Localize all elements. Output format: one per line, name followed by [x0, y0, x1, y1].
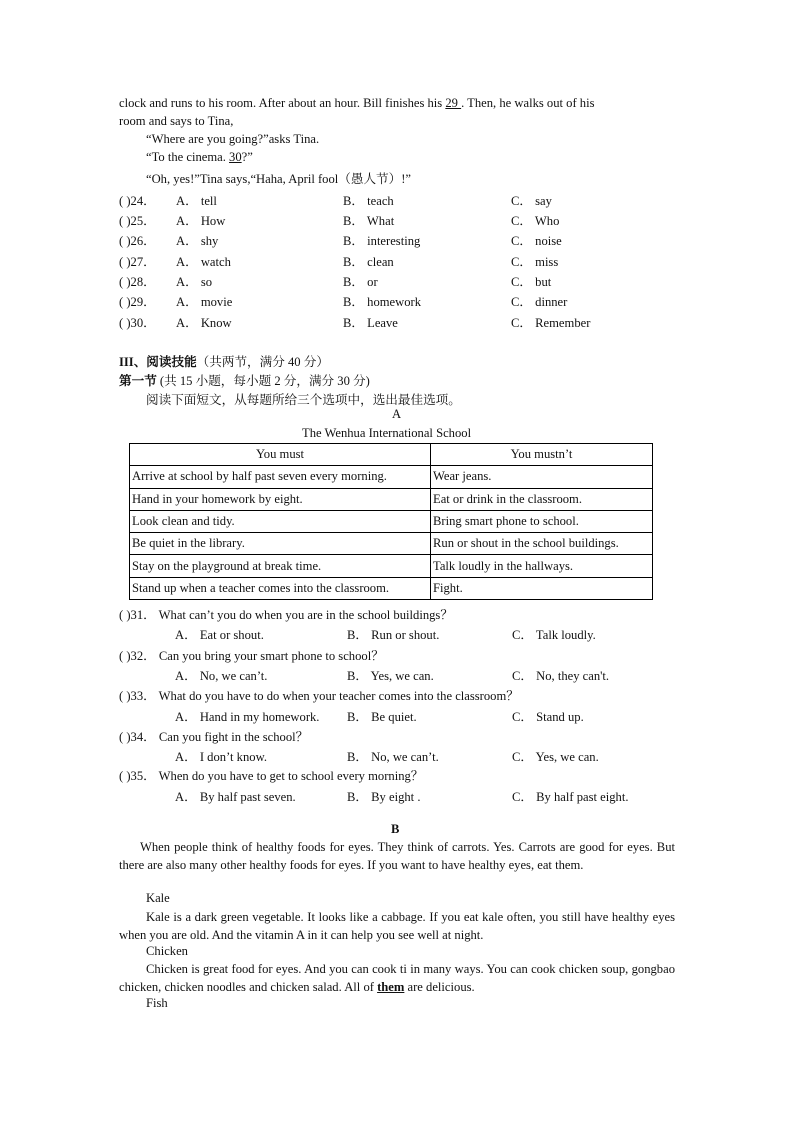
passage-text: clock and runs to his room. After about an hour. Bill finishes his	[119, 96, 446, 110]
passage-b-kale: Kale is a dark green vegetable. It looks like a cabbage. If you eat kale often, you still have healthy eyes when you are old. And the vitamin A in it can help you see well at night.	[119, 910, 675, 942]
option-a[interactable]: A． By half past seven.	[175, 790, 296, 804]
option-b[interactable]: B． Run or shout.	[347, 628, 440, 642]
option-b[interactable]: B． By eight .	[347, 790, 421, 804]
option-c[interactable]: C． Remember	[511, 316, 591, 330]
question-number: ( )26．	[119, 234, 156, 248]
option-a[interactable]: A． watch	[176, 255, 231, 269]
table-cell: Talk loudly in the hallways.	[431, 555, 653, 577]
option-a[interactable]: A． I don’t know.	[175, 750, 267, 764]
table-row	[130, 555, 653, 577]
passage-letter-a: A	[392, 407, 402, 421]
option-c[interactable]: C． Yes, we can.	[512, 750, 599, 764]
passage-text: ?”	[241, 150, 253, 164]
option-c[interactable]: C． noise	[511, 234, 562, 248]
option-c[interactable]: C． but	[511, 275, 552, 289]
option-b[interactable]: B． clean	[343, 255, 394, 269]
instruction: 阅读下面短文，从每题所给三个选项中，选出最佳选项。	[146, 393, 461, 407]
column-header: You mustn’t	[431, 444, 653, 466]
question-number: ( )30．	[119, 316, 156, 330]
cloze-option-row	[119, 271, 679, 289]
section-note: （共两节，满分 40 分）	[196, 355, 329, 369]
question-number: ( )27．	[119, 255, 156, 269]
table-row	[130, 533, 653, 555]
section-roman: III、	[119, 355, 147, 369]
question-stem: ( )32． Can you bring your smart phone to school？	[119, 649, 384, 663]
option-b[interactable]: B． What	[343, 214, 395, 228]
passage-line-1	[119, 96, 595, 111]
option-c[interactable]: C． Talk loudly.	[512, 628, 596, 642]
option-a[interactable]: A． shy	[176, 234, 219, 248]
option-c[interactable]: C． say	[511, 194, 552, 208]
option-b[interactable]: B． Leave	[343, 316, 398, 330]
table-cell: Fight.	[431, 577, 653, 599]
table-cell: Be quiet in the library.	[130, 533, 431, 555]
option-c[interactable]: C． Stand up.	[512, 710, 584, 724]
option-b[interactable]: B． interesting	[343, 234, 421, 248]
table-cell: Arrive at school by half past seven every morning.	[130, 466, 431, 488]
part-heading	[119, 370, 370, 389]
table-cell: Look clean and tidy.	[130, 510, 431, 532]
cloze-option-row	[119, 312, 679, 330]
table-cell: Stay on the playground at break time.	[130, 555, 431, 577]
part-title: 第一节	[119, 374, 157, 388]
option-a[interactable]: A． No, we can’t.	[175, 669, 268, 683]
table-cell: Eat or drink in the classroom.	[431, 488, 653, 510]
option-b[interactable]: B． teach	[343, 194, 394, 208]
passage-line-3: “Where are you going?”asks Tina.	[146, 132, 320, 146]
question-stem: ( )33． What do you have to do when your teacher comes into the classroom？	[119, 689, 519, 703]
question-options	[119, 786, 679, 804]
table-cell: Stand up when a teacher comes into the classroom.	[130, 577, 431, 599]
table-row	[130, 488, 653, 510]
question-number: ( )29．	[119, 295, 156, 309]
table-row	[130, 577, 653, 599]
cloze-option-row	[119, 190, 679, 208]
cloze-option-row	[119, 230, 679, 248]
passage-text: . Then, he walks out of his	[461, 96, 595, 110]
option-c[interactable]: C． No, they can't.	[512, 669, 610, 683]
option-c[interactable]: C． miss	[511, 255, 559, 269]
option-a[interactable]: A． so	[176, 275, 213, 289]
subheading-chicken: Chicken	[146, 944, 188, 958]
passage-b-chicken	[119, 961, 675, 996]
option-b[interactable]: B． No, we can’t.	[347, 750, 439, 764]
passage-b-intro: When people think of healthy foods for eyes. They think of carrots. Yes. Carrots are good for eyes. But there are also many other healthy foods for eyes. If you want to have healthy eyes, eat them.	[119, 840, 675, 872]
blank-30: 30	[229, 150, 242, 164]
option-b[interactable]: B． Yes, we can.	[347, 669, 434, 683]
cloze-option-row	[119, 210, 679, 228]
question-number: ( )28．	[119, 275, 156, 289]
table-cell: Wear jeans.	[431, 466, 653, 488]
option-c[interactable]: C． Who	[511, 214, 560, 228]
option-a[interactable]: A． Hand in my homework.	[175, 710, 320, 724]
question-options	[119, 624, 679, 642]
option-b[interactable]: B． Be quiet.	[347, 710, 417, 724]
rules-table	[129, 443, 653, 600]
option-c[interactable]: C． By half past eight.	[512, 790, 629, 804]
option-a[interactable]: A． movie	[176, 295, 233, 309]
cloze-option-row	[119, 251, 679, 269]
passage-line-4	[146, 150, 253, 165]
table-row	[130, 466, 653, 488]
question-options	[119, 746, 679, 764]
table-row	[130, 510, 653, 532]
passage-text: Chicken is great food for eyes. And you can cook ti in many ways. You can cook chicken soup, gongbao chicken, chicken noodles and chicken salad. All of	[119, 962, 675, 994]
table-title: The Wenhua International School	[302, 426, 472, 440]
question-number: ( )24．	[119, 194, 156, 208]
passage-letter-b: B	[391, 822, 400, 836]
option-a[interactable]: A． How	[176, 214, 226, 228]
option-a[interactable]: A． Know	[176, 316, 232, 330]
option-c[interactable]: C． dinner	[511, 295, 568, 309]
question-stem: ( )35． When do you have to get to school every morning？	[119, 769, 424, 783]
option-b[interactable]: B． or	[343, 275, 378, 289]
option-b[interactable]: B． homework	[343, 295, 422, 309]
blank-29: 29	[445, 96, 462, 110]
question-options	[119, 665, 679, 683]
question-options	[119, 706, 679, 724]
cloze-option-row	[119, 291, 679, 309]
section-title: 阅读技能	[146, 355, 197, 369]
subheading-kale: Kale	[146, 891, 170, 905]
option-a[interactable]: A． tell	[176, 194, 217, 208]
table-cell: Bring smart phone to school.	[431, 510, 653, 532]
option-a[interactable]: A． Eat or shout.	[175, 628, 264, 642]
question-stem: ( )34． Can you fight in the school？	[119, 730, 309, 744]
part-note: (共 15 小题，每小题 2 分，满分 30 分)	[156, 374, 370, 388]
subheading-fish: Fish	[146, 996, 168, 1010]
question-number: ( )25．	[119, 214, 156, 228]
table-cell: Hand in your homework by eight.	[130, 488, 431, 510]
passage-line-2: room and says to Tina,	[119, 114, 234, 128]
passage-line-5: “Oh, yes!”Tina says,“Haha, April fool（愚人节）!”	[146, 172, 412, 186]
table-header-row	[130, 444, 653, 466]
column-header: You must	[130, 444, 431, 466]
passage-text: “To the cinema.	[146, 150, 230, 164]
question-stem: ( )31． What can’t you do when you are in the school buildings？	[119, 608, 453, 622]
underlined-word-them: them	[377, 979, 405, 994]
passage-text: are delicious.	[404, 979, 475, 994]
section-heading	[119, 351, 329, 370]
table-cell: Run or shout in the school buildings.	[431, 533, 653, 555]
